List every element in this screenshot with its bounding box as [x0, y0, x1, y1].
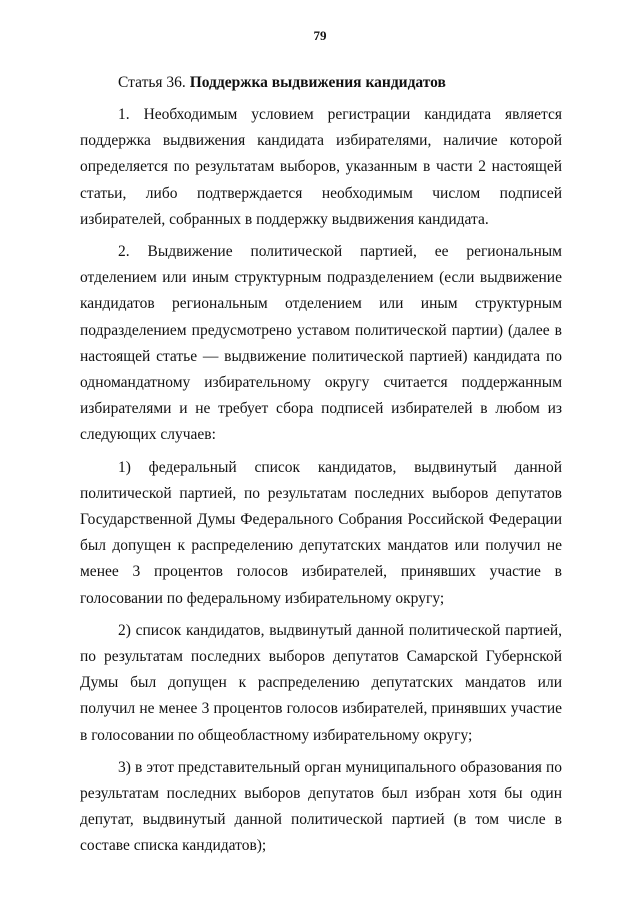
list-item-3: 3) в этот представительный орган муниципального образования по результатам последних выборов депутатов был избран хотя бы один депутат, выдвинутый данной политической партией (в том числе в составе списка кандидатов);	[80, 758, 562, 855]
article-heading	[118, 70, 562, 96]
article-number: Статья 36.	[118, 74, 186, 91]
document-body	[80, 70, 562, 860]
article-title: Поддержка выдвижения кандидатов	[189, 74, 446, 91]
paragraph-1: 1. Необходимым условием регистрации кандидата является поддержка выдвижения кандидата избирателями, наличие которой определяется по результатам выборов, указанным в части 2 настоящей статьи, либо подтверждается необходимым числом подписей избирателей, собранных в поддержку выдвижения кандидата.	[80, 106, 562, 228]
list-item-1: 1) федеральный список кандидатов, выдвинутый данной политической партией, по результатам последних выборов депутатов Государственной Думы Федерального Собрания Российской Федерации был допущен к распределению депутатских мандатов или получил не менее 3 процентов голосов избирателей, принявших участие в голосовании по федеральному избирательному округу;	[80, 458, 562, 607]
paragraph-2: 2. Выдвижение политической партией, ее региональным отделением или иным структурным подразделением (если выдвижение кандидатов региональным отделением или иным структурным подразделением предусмотрено уставом политической партии) (далее в настоящей статье — выдвижение политической партией) кандидата по одномандатному избирательному округу считается поддержанным избирателями и не требует сбора подписей избирателей в любом из следующих случаев:	[80, 243, 562, 444]
page-number: 79	[313, 28, 327, 43]
list-item-2: 2) список кандидатов, выдвинутый данной политической партией, по результатам последних выборов депутатов Самарской Губернской Думы был допущен к распределению депутатских мандатов или получил не менее 3 процентов голосов избирателей, принявших участие в голосовании по общеобластному избирательному округу;	[80, 621, 562, 744]
